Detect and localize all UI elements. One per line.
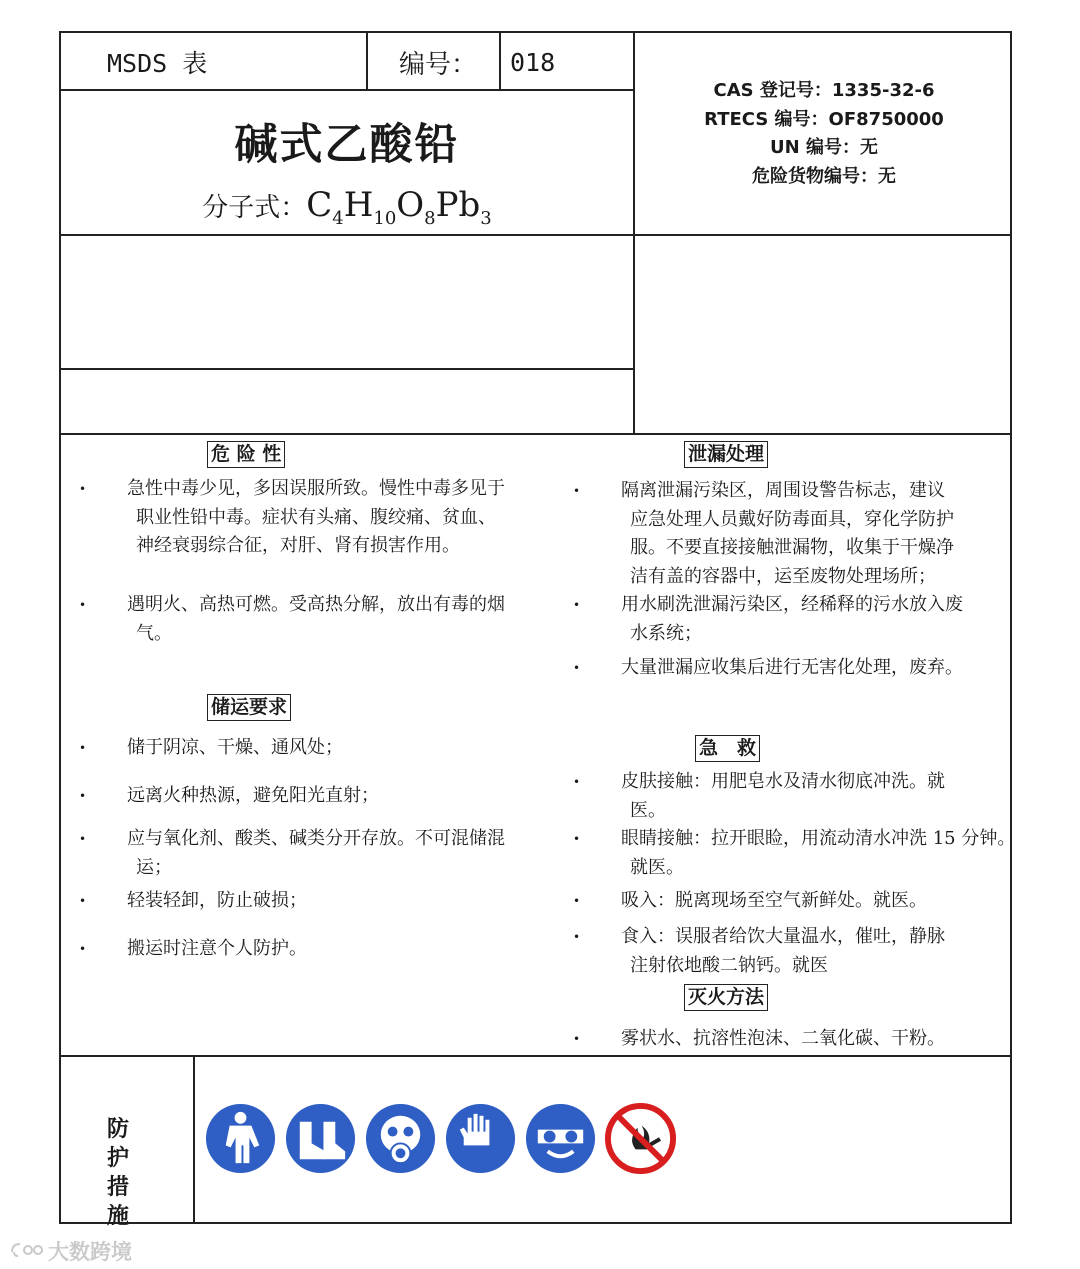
list-item: • 搬运时注意个人防护。 xyxy=(79,938,307,959)
list-item: • 轻装轻卸，防止破损； xyxy=(79,890,307,911)
gas-mask-icon xyxy=(364,1102,437,1175)
rtecs-number: RTECS 编号：OF8750000 xyxy=(704,108,944,130)
protection-label: 防 护 措 施 xyxy=(106,1117,129,1229)
divider xyxy=(633,33,635,434)
divider xyxy=(61,368,634,370)
safety-boots-icon xyxy=(284,1102,357,1175)
list-item: • 皮肤接触：用肥皂水及清水彻底冲洗。就 医。 xyxy=(573,771,945,821)
divider xyxy=(61,234,1012,236)
list-item: • 眼睛接触：拉开眼睑，用流动清水冲洗 15 分钟。 就医。 xyxy=(573,828,1016,878)
divider xyxy=(193,1056,195,1224)
safety-goggles-icon xyxy=(524,1102,597,1175)
list-item: • 应与氧化剂、酸类、碱类分开存放。不可混储混 运； xyxy=(79,828,505,878)
divider xyxy=(499,33,501,90)
list-item: • 急性中毒少见，多因误服所致。慢性中毒多见于 职业性铅中毒。症状有头痛、腹绞痛、贫血、 神经衰弱综合征，对肝、肾有损害作用。 xyxy=(79,478,505,556)
formula-label: 分子式： xyxy=(202,193,307,223)
gloves-icon xyxy=(444,1102,517,1175)
list-item: • 食入：误服者给饮大量温水，催吐，静脉 注射依地酸二钠钙。就医 xyxy=(573,926,945,976)
storage-section-title: 储运要求 xyxy=(207,694,291,721)
list-item: • 吸入：脱离现场至空气新鲜处。就医。 xyxy=(573,890,927,911)
list-item: • 用水刷洗泄漏污染区，经稀释的污水放入废 水系统； xyxy=(573,594,963,644)
divider xyxy=(61,89,634,91)
molecular-formula xyxy=(61,185,633,229)
cas-number: CAS 登记号：1335-32-6 xyxy=(713,80,935,101)
divider xyxy=(61,1055,1012,1057)
divider xyxy=(366,33,368,90)
first-aid-section-title: 急 救 xyxy=(695,735,760,762)
hazard-section-title: 危 险 性 xyxy=(207,441,285,468)
list-item: • 大量泄漏应收集后进行无害化处理，废弃。 xyxy=(573,657,963,678)
substance-name: 碱式乙酸铅 xyxy=(234,120,460,170)
protection-icons xyxy=(204,1102,677,1175)
list-item: • 雾状水、抗溶性泡沫、二氧化碳、干粉。 xyxy=(573,1028,945,1049)
dangerous-goods-number: 危险货物编号：无 xyxy=(752,165,896,187)
no-open-flame-icon xyxy=(604,1102,677,1175)
list-item: • 隔离泄漏污染区，周围设警告标志，建议 应急处理人员戴好防毒面具，穿化学防护 服。不要直接接触泄漏物，收集于干燥净 洁有盖的容器中，运至废物处理场所； xyxy=(573,480,954,587)
number-value: 018 xyxy=(510,47,556,77)
form-label: MSDS 表 xyxy=(107,49,208,78)
divider xyxy=(61,433,1012,435)
identifier-block xyxy=(636,77,1012,191)
watermark-logo-icon xyxy=(8,1240,44,1262)
list-item: • 遇明火、高热可燃。受高热分解，放出有毒的烟 气。 xyxy=(79,594,505,644)
list-item: • 远离火种热源，避免阳光直射； xyxy=(79,785,379,806)
list-item: • 储于阴凉、干燥、通风处； xyxy=(79,737,343,758)
spill-section-title: 泄漏处理 xyxy=(684,441,768,468)
fire-section-title: 灭火方法 xyxy=(684,984,768,1011)
msds-sheet xyxy=(59,31,1016,1229)
number-label: 编号： xyxy=(399,49,478,80)
un-number: UN 编号：无 xyxy=(770,137,878,158)
protective-suit-icon xyxy=(204,1102,277,1175)
watermark: 大数跨境 xyxy=(8,1236,132,1266)
formula-value: $C_4H_{10}O_8Pb_3$ xyxy=(306,185,492,229)
